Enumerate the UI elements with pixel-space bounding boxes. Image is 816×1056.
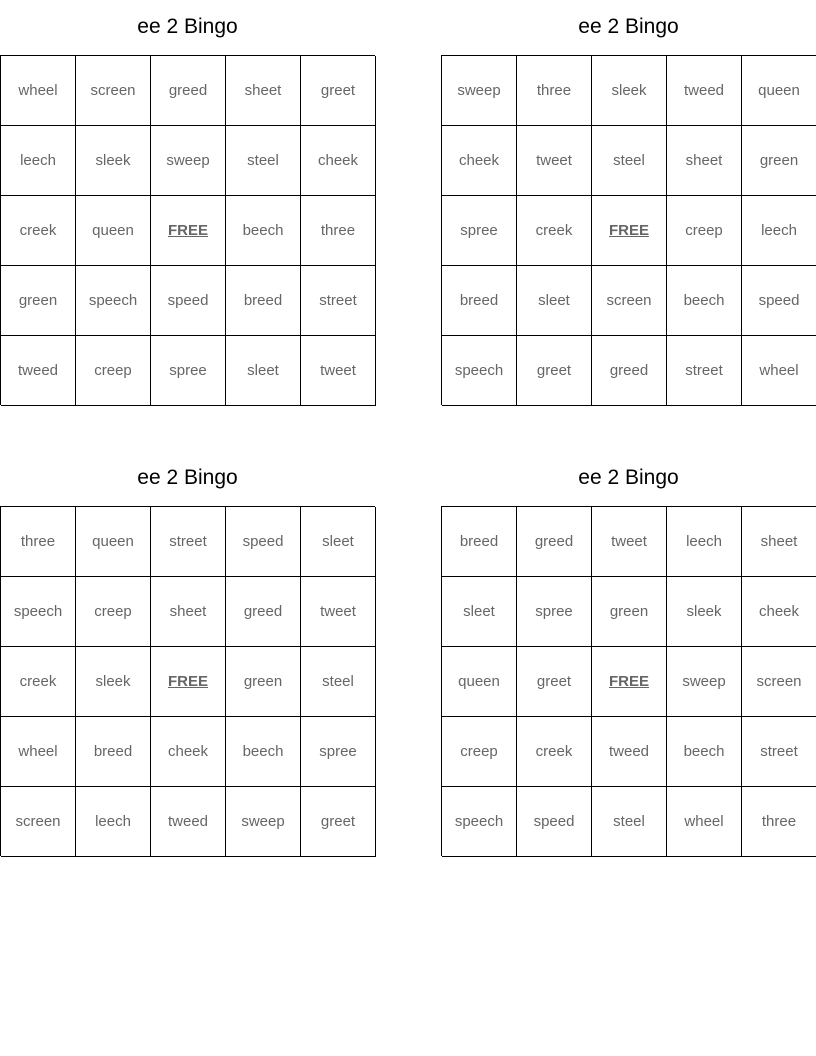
bingo-cell: sleet bbox=[442, 577, 517, 647]
bingo-cell: leech bbox=[667, 507, 742, 577]
bingo-cell: spree bbox=[151, 336, 226, 406]
bingo-cell: sheet bbox=[151, 577, 226, 647]
bingo-cell: wheel bbox=[742, 336, 816, 406]
bingo-cell: sheet bbox=[742, 507, 816, 577]
bingo-cell: sleet bbox=[517, 266, 592, 336]
bingo-cell: sleek bbox=[76, 647, 151, 717]
bingo-cell: tweed bbox=[1, 336, 76, 406]
bingo-cell: screen bbox=[742, 647, 816, 717]
bingo-cell: tweet bbox=[301, 577, 376, 647]
bingo-cell: speed bbox=[742, 266, 816, 336]
bingo-cell: beech bbox=[667, 266, 742, 336]
bingo-cell: green bbox=[592, 577, 667, 647]
bingo-cell: greed bbox=[151, 56, 226, 126]
card-title: ee 2 Bingo bbox=[578, 15, 679, 38]
bingo-cell: leech bbox=[76, 787, 151, 857]
bingo-cell: creep bbox=[76, 336, 151, 406]
bingo-cell: three bbox=[301, 196, 376, 266]
card-title: ee 2 Bingo bbox=[137, 466, 238, 489]
free-space-cell: FREE bbox=[151, 196, 226, 266]
bingo-cell: spree bbox=[442, 196, 517, 266]
bingo-cell: street bbox=[151, 507, 226, 577]
bingo-cell: creek bbox=[1, 196, 76, 266]
bingo-cell: steel bbox=[592, 126, 667, 196]
bingo-cell: sweep bbox=[226, 787, 301, 857]
bingo-cell: speech bbox=[76, 266, 151, 336]
bingo-cell: queen bbox=[742, 56, 816, 126]
bingo-cell: cheek bbox=[742, 577, 816, 647]
bingo-grid bbox=[441, 55, 816, 405]
bingo-cell: creek bbox=[517, 717, 592, 787]
bingo-cell: sweep bbox=[667, 647, 742, 717]
bingo-cell: speech bbox=[442, 336, 517, 406]
bingo-cell: leech bbox=[1, 126, 76, 196]
bingo-cell: screen bbox=[1, 787, 76, 857]
bingo-cell: speech bbox=[1, 577, 76, 647]
bingo-cell: sweep bbox=[151, 126, 226, 196]
bingo-cell: screen bbox=[592, 266, 667, 336]
bingo-cell: greet bbox=[301, 56, 376, 126]
bingo-cell: three bbox=[517, 56, 592, 126]
bingo-cell: street bbox=[742, 717, 816, 787]
bingo-card bbox=[441, 451, 816, 856]
bingo-cell: street bbox=[301, 266, 376, 336]
free-space-cell: FREE bbox=[151, 647, 226, 717]
bingo-cell: sweep bbox=[442, 56, 517, 126]
bingo-cell: screen bbox=[76, 56, 151, 126]
bingo-cell: green bbox=[742, 126, 816, 196]
bingo-cell: sheet bbox=[226, 56, 301, 126]
bingo-grid bbox=[0, 506, 375, 856]
bingo-cell: cheek bbox=[301, 126, 376, 196]
bingo-cell: steel bbox=[226, 126, 301, 196]
card-title: ee 2 Bingo bbox=[578, 466, 679, 489]
bingo-cell: beech bbox=[226, 196, 301, 266]
bingo-cell: cheek bbox=[151, 717, 226, 787]
bingo-cell: greed bbox=[592, 336, 667, 406]
bingo-cell: steel bbox=[301, 647, 376, 717]
bingo-cell: sheet bbox=[667, 126, 742, 196]
bingo-cell: sleek bbox=[76, 126, 151, 196]
bingo-cell: tweed bbox=[667, 56, 742, 126]
bingo-cell: breed bbox=[442, 507, 517, 577]
bingo-cell: speed bbox=[151, 266, 226, 336]
bingo-cell: creek bbox=[1, 647, 76, 717]
bingo-cell: breed bbox=[76, 717, 151, 787]
bingo-cell: tweet bbox=[517, 126, 592, 196]
bingo-cell: greet bbox=[517, 336, 592, 406]
bingo-cell: speech bbox=[442, 787, 517, 857]
bingo-cell: creep bbox=[667, 196, 742, 266]
bingo-cell: breed bbox=[442, 266, 517, 336]
bingo-cell: breed bbox=[226, 266, 301, 336]
bingo-cell: sleek bbox=[667, 577, 742, 647]
bingo-cell: greed bbox=[226, 577, 301, 647]
bingo-cell: greed bbox=[517, 507, 592, 577]
bingo-cell: creep bbox=[442, 717, 517, 787]
bingo-grid bbox=[441, 506, 816, 856]
bingo-grid bbox=[0, 55, 375, 405]
bingo-cell: steel bbox=[592, 787, 667, 857]
bingo-cell: creek bbox=[517, 196, 592, 266]
bingo-cell: spree bbox=[517, 577, 592, 647]
bingo-cell: tweet bbox=[301, 336, 376, 406]
card-title: ee 2 Bingo bbox=[137, 15, 238, 38]
bingo-cell: three bbox=[1, 507, 76, 577]
bingo-cell: beech bbox=[667, 717, 742, 787]
bingo-cell: wheel bbox=[1, 56, 76, 126]
bingo-cell: queen bbox=[442, 647, 517, 717]
bingo-card bbox=[0, 451, 375, 856]
bingo-cell: green bbox=[226, 647, 301, 717]
bingo-cell: spree bbox=[301, 717, 376, 787]
bingo-cell: sleet bbox=[226, 336, 301, 406]
bingo-cell: tweet bbox=[592, 507, 667, 577]
free-space-cell: FREE bbox=[592, 647, 667, 717]
bingo-card bbox=[0, 0, 375, 405]
bingo-card bbox=[441, 0, 816, 405]
bingo-cell: leech bbox=[742, 196, 816, 266]
bingo-cell: street bbox=[667, 336, 742, 406]
bingo-cell: cheek bbox=[442, 126, 517, 196]
bingo-cell: three bbox=[742, 787, 816, 857]
bingo-cell: beech bbox=[226, 717, 301, 787]
bingo-cell: sleet bbox=[301, 507, 376, 577]
bingo-cell: tweed bbox=[151, 787, 226, 857]
bingo-cell: greet bbox=[517, 647, 592, 717]
bingo-cell: green bbox=[1, 266, 76, 336]
bingo-cell: tweed bbox=[592, 717, 667, 787]
bingo-cell: wheel bbox=[667, 787, 742, 857]
bingo-cell: speed bbox=[226, 507, 301, 577]
bingo-cell: greet bbox=[301, 787, 376, 857]
bingo-cell: speed bbox=[517, 787, 592, 857]
bingo-cell: queen bbox=[76, 196, 151, 266]
bingo-cell: sleek bbox=[592, 56, 667, 126]
free-space-cell: FREE bbox=[592, 196, 667, 266]
bingo-cell: wheel bbox=[1, 717, 76, 787]
bingo-cell: creep bbox=[76, 577, 151, 647]
bingo-cell: queen bbox=[76, 507, 151, 577]
